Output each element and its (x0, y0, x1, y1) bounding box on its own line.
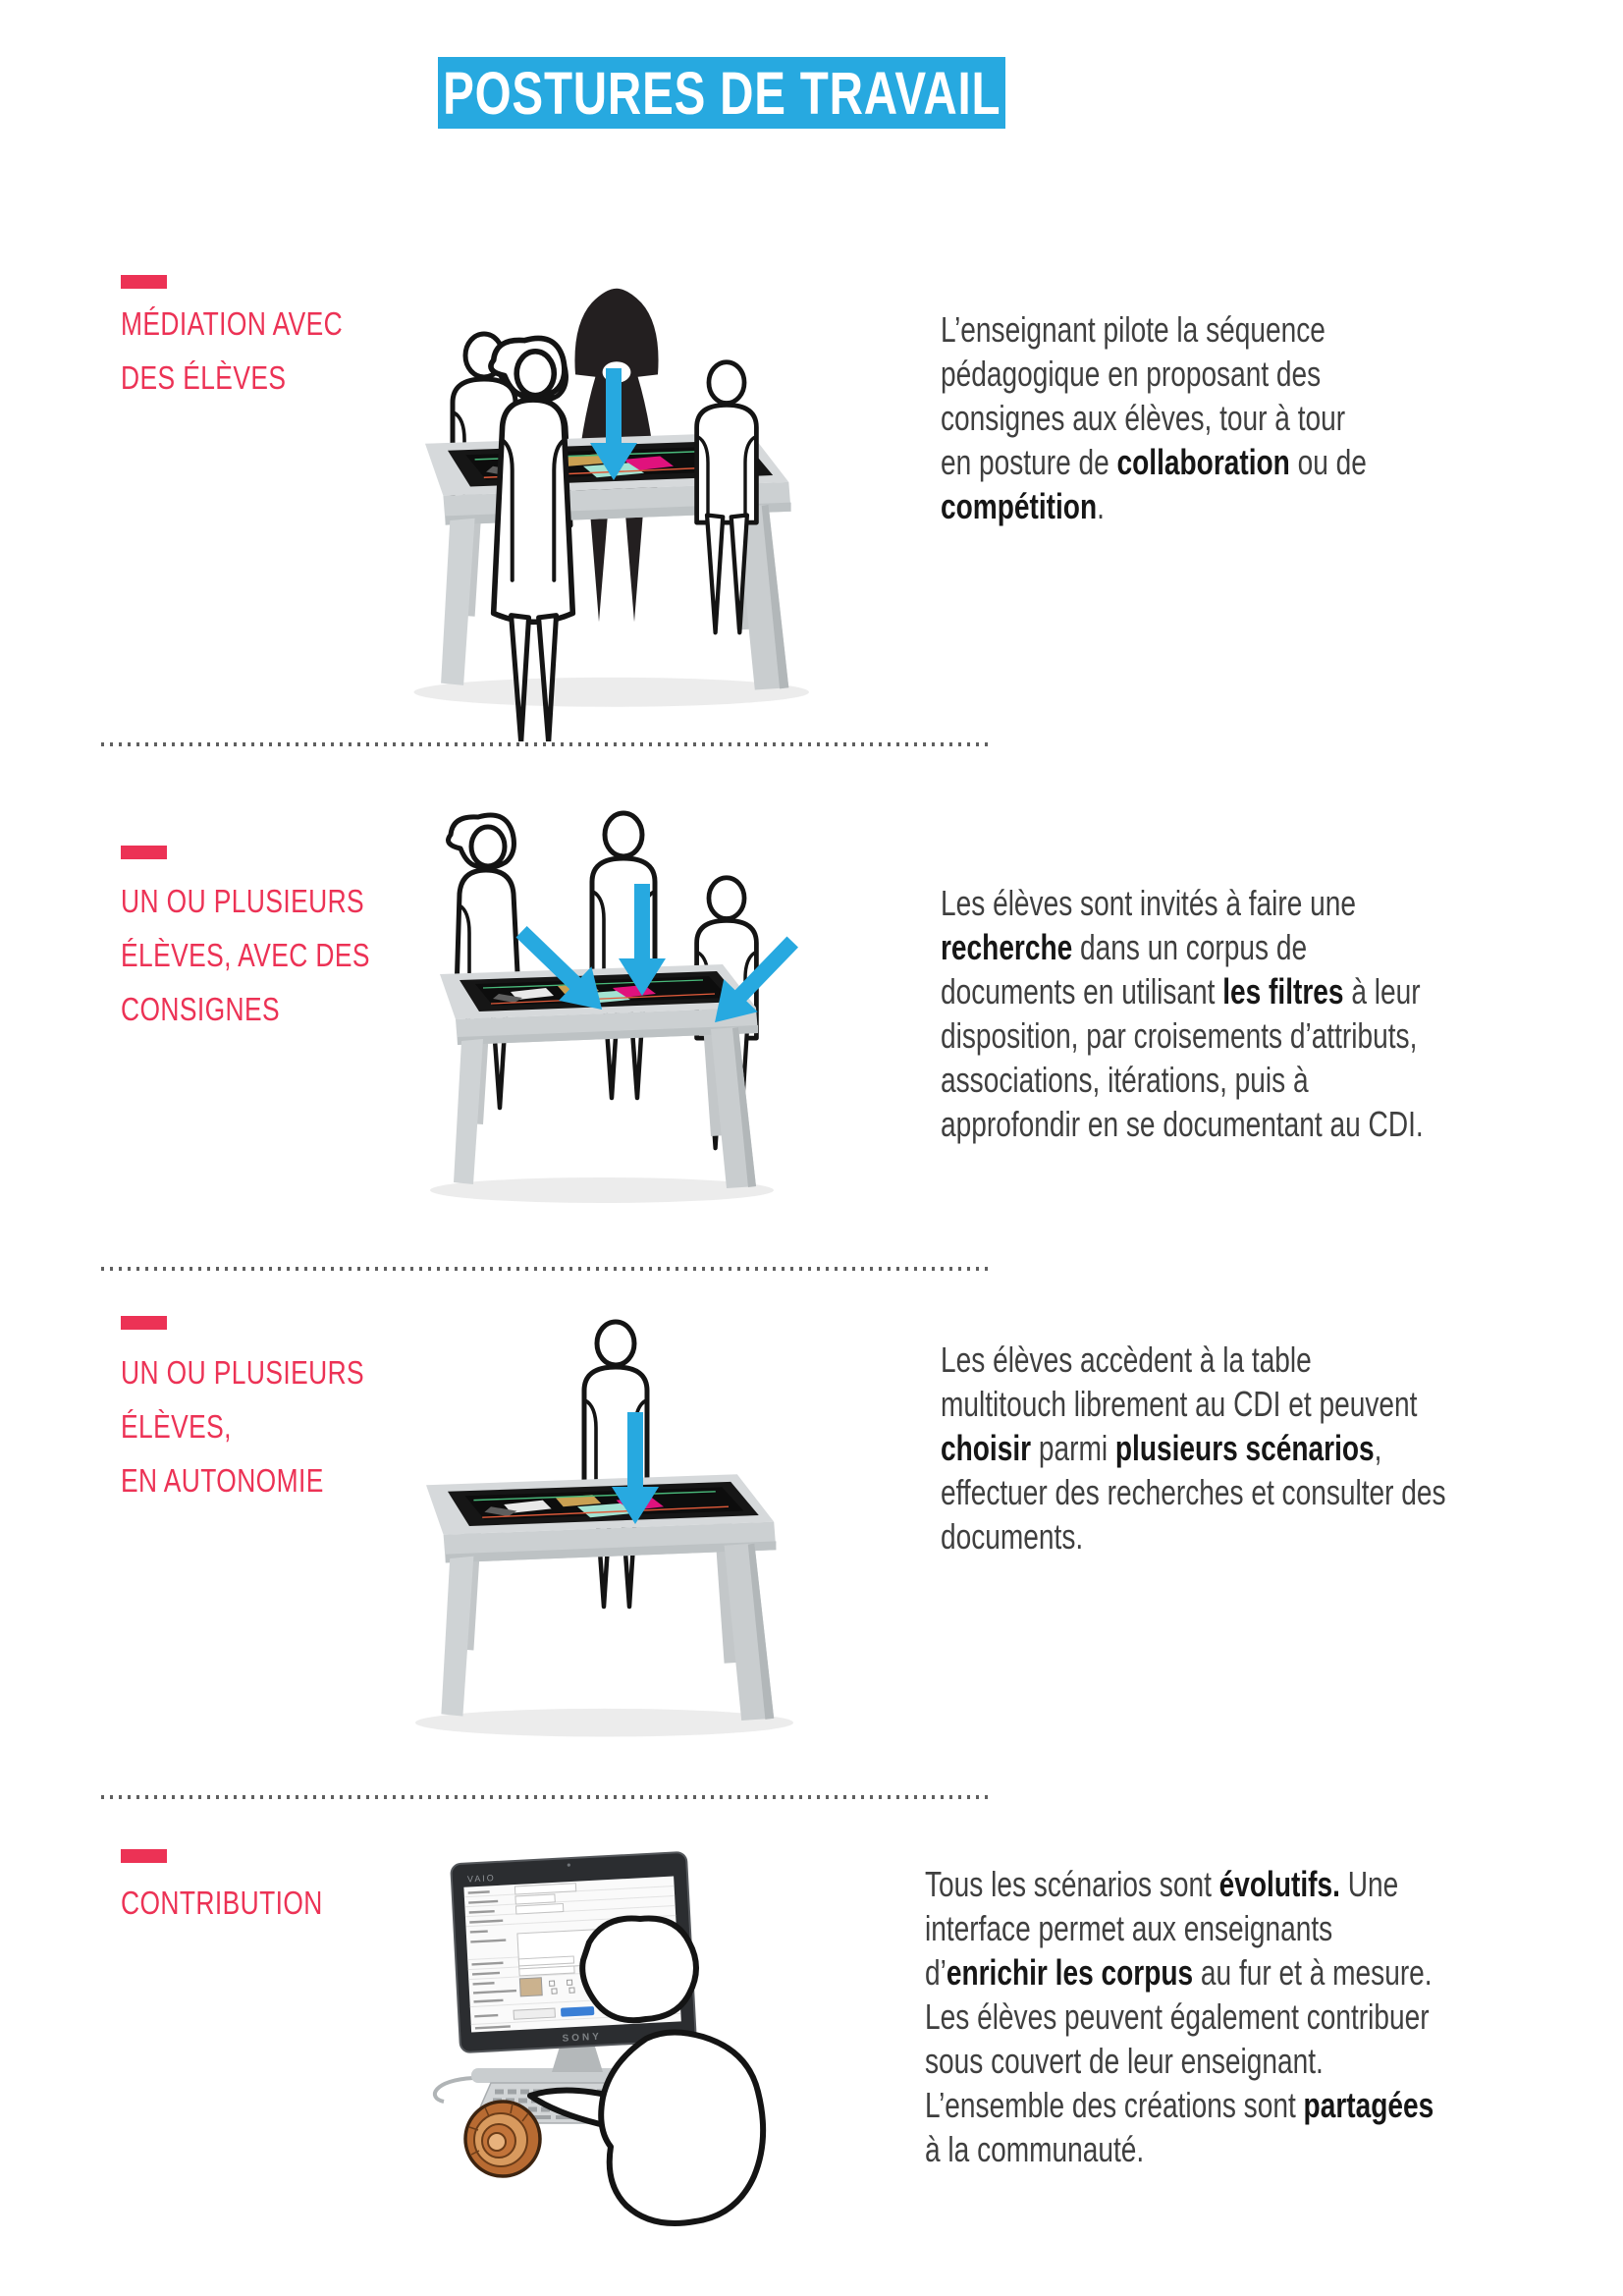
ammonite-fossil (465, 2102, 540, 2176)
section-marker-bar (121, 275, 167, 289)
illustration-consignes-table (401, 786, 847, 1232)
page-title: POSTURES DE TRAVAIL (442, 59, 1001, 127)
section-marker-bar (121, 846, 167, 859)
section-label-contribution: CONTRIBUTION (121, 1885, 323, 1921)
form-thumbnail (519, 1978, 542, 1996)
section-paragraph-contribution: Tous les scénarios sont évolutifs. Une interface permet aux enseignants d’enrichir les corpus au fur et à mesure. Les élèves peuvent également contribuer sous couvert de leur enseignant. L’ensemble des créations sont partagées à la communauté. (925, 1864, 1434, 2169)
dotted-separator (101, 1795, 990, 1799)
section-paragraph-consignes: Les élèves sont invités à faire une recherche dans un corpus de documents en utilisant les filtres à leur disposition, par croisements d’attributs, associations, itérations, puis à approfondir en se documentant au CDI. (941, 883, 1424, 1144)
laptop-brand-screen: VAIO (466, 1873, 497, 1885)
laptop-brand-base: SONY (562, 2031, 603, 2045)
section-label-consignes: UN OU PLUSIEURS ÉLÈVES, AVEC DES CONSIGNES (121, 883, 370, 1027)
dotted-separator (101, 742, 990, 746)
section-label-autonomie: UN OU PLUSIEURS ÉLÈVES, EN AUTONOMIE (121, 1354, 365, 1499)
form-submit-button (561, 2006, 594, 2017)
page-title-banner (438, 57, 1005, 129)
dotted-separator (101, 1267, 990, 1271)
illustration-contribution-laptop (412, 1844, 849, 2271)
section-marker-bar (121, 1316, 167, 1330)
section-paragraph-autonomie: Les élèves accèdent à la table multitouch librement au CDI et peuvent choisir parmi plusieurs scénarios, effectuer des recherches et consulter des documents. (941, 1339, 1446, 1557)
section-marker-bar (121, 1849, 167, 1863)
laptop-cable (435, 2078, 473, 2102)
illustration-mediation-table (373, 280, 864, 741)
illustration-autonomie-table (405, 1298, 837, 1779)
section-label-mediation: MÉDIATION AVEC DES ÉLÈVES (121, 305, 344, 396)
section-paragraph-mediation: L’enseignant pilote la séquence pédagogique en proposant des consignes aux élèves, tour à tour en posture de collaboration ou de compétition. (941, 309, 1367, 526)
